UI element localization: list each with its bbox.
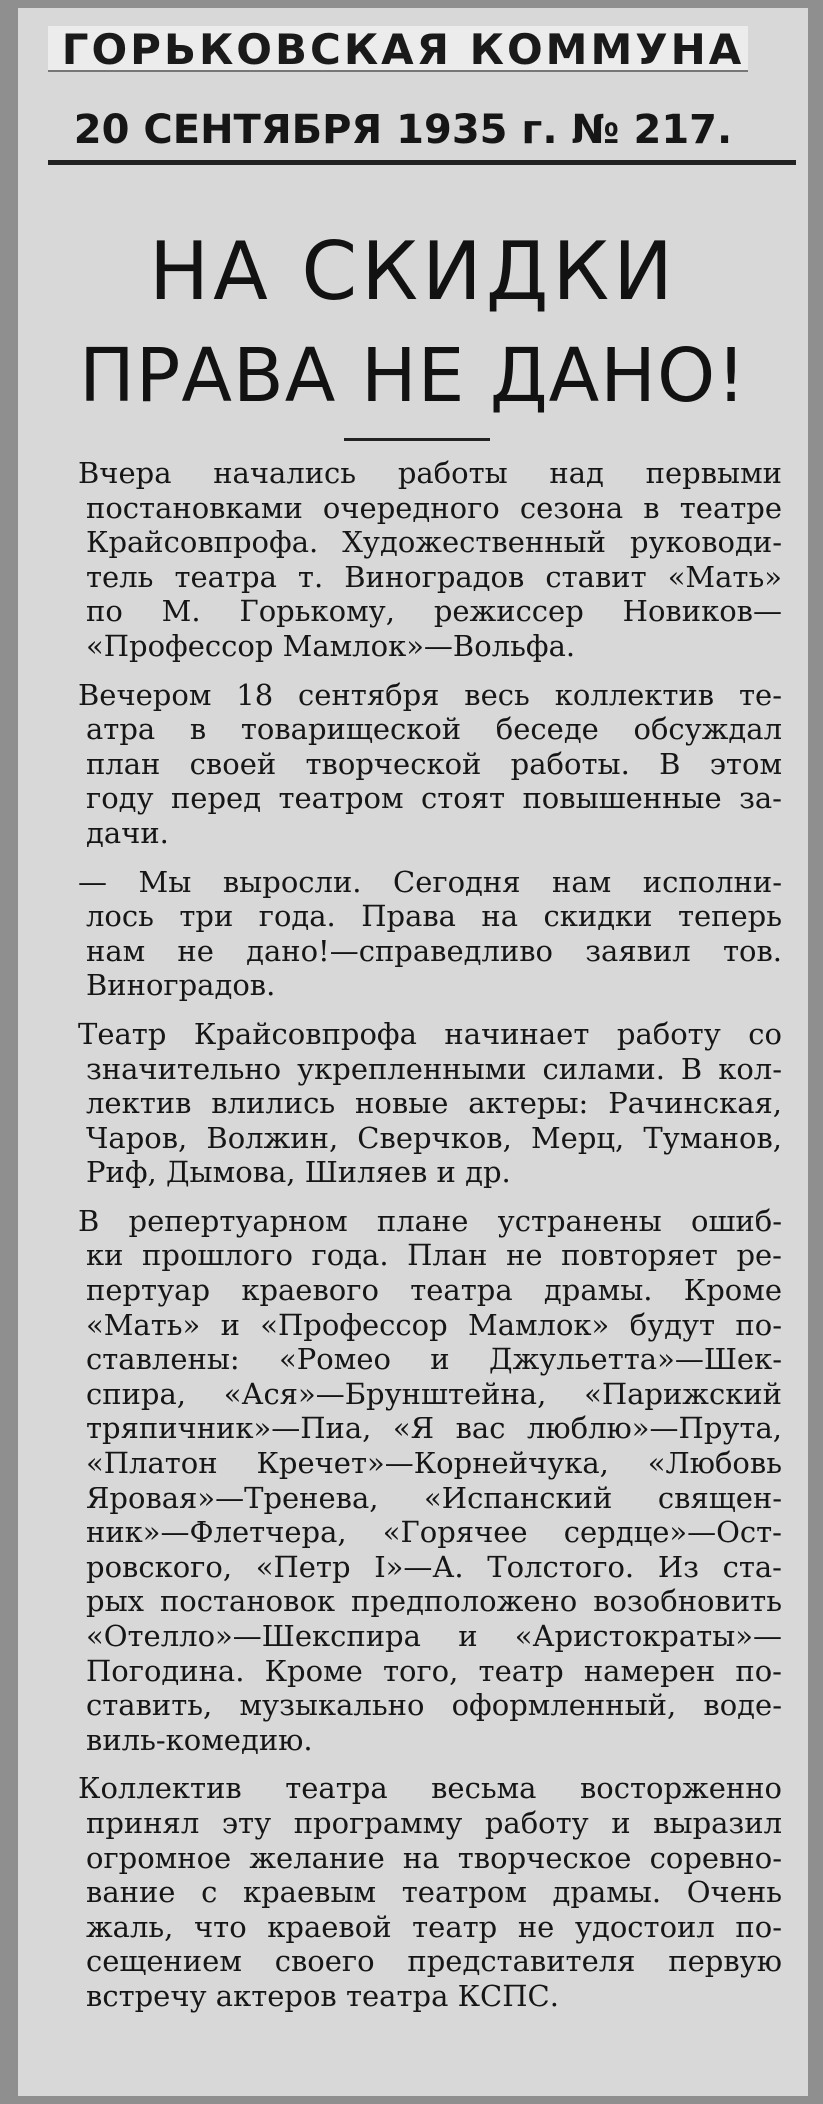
article-paragraph xyxy=(42,456,782,664)
text-line: Риф, Дымова, Шиляев и др. xyxy=(86,1155,511,1190)
text-line: огромное желание на творческое соревно- xyxy=(86,1840,782,1875)
text-line: постановками очередного сезона в театре xyxy=(86,490,782,525)
text-line: спира, «Ася»—Брунштейна, «Парижский xyxy=(86,1376,782,1411)
text-line: Крайсовпрофа. Художественный руководи- xyxy=(86,525,782,560)
text-line: ровского, «Петр I»—А. Толстого. Из ста- xyxy=(86,1549,782,1584)
headline-line-2: ПРАВА НЕ ДАНО! xyxy=(79,333,747,419)
article-body xyxy=(42,456,782,2028)
text-line: атра в товарищеской беседе обсуждал xyxy=(86,712,782,747)
text-line: Яровая»—Тренева, «Испанский священ- xyxy=(86,1480,782,1515)
text-line: вание с краевым театром драмы. Очень xyxy=(86,1875,782,1910)
text-line: «Платон Кречет»—Корнейчука, «Любовь xyxy=(86,1446,782,1481)
text-line: ставлены: «Ромео и Джульетта»—Шек- xyxy=(86,1342,782,1377)
text-line: Вечером 18 сентября весь коллектив те- xyxy=(78,677,782,712)
text-line: дачи. xyxy=(86,815,169,850)
text-line: сещением своего представителя первую xyxy=(86,1944,782,1979)
text-line: тель театра т. Виноградов ставит «Мать» xyxy=(86,559,782,594)
article-paragraph xyxy=(42,1204,782,1758)
text-line: лектив влились новые актеры: Рачинская, xyxy=(86,1086,782,1121)
masthead-rule xyxy=(48,160,796,165)
text-line: жаль, что краевой театр не удостоил по- xyxy=(86,1909,782,1944)
text-line: рых постановок предположено возобновить xyxy=(86,1584,782,1619)
issue-date-number: 20 СЕНТЯБРЯ 1935 г. № 217. xyxy=(73,107,733,153)
newspaper-name: ГОРЬКОВСКАЯ КОММУНА xyxy=(61,25,745,74)
headline-rule xyxy=(344,438,490,441)
text-line: принял эту программу работу и выразил xyxy=(86,1805,782,1840)
article-paragraph xyxy=(42,865,782,1003)
newspaper-clipping xyxy=(18,8,808,2096)
article-paragraph xyxy=(42,1771,782,2013)
text-line: нам не дано!—справедливо заявил тов. xyxy=(86,933,782,968)
article-paragraph xyxy=(42,1017,782,1190)
text-line: Погодина. Кроме того, театр намерен по- xyxy=(86,1653,782,1688)
headline-line-1: НА СКИДКИ xyxy=(149,225,677,318)
text-line: ставить, музыкально оформленный, воде- xyxy=(86,1688,782,1723)
text-line: по М. Горькому, режиссер Новиков— xyxy=(86,594,782,629)
text-line: Чаров, Волжин, Сверчков, Мерц, Туманов, xyxy=(86,1120,782,1155)
text-line: Коллектив театра весьма восторженно xyxy=(78,1771,782,1806)
text-line: году перед театром стоят повышенные за- xyxy=(86,781,782,816)
text-line: встречу актеров театра КСПС. xyxy=(86,1978,559,2013)
text-line: значительно укрепленными силами. В кол- xyxy=(86,1051,782,1086)
text-line: лось три года. Права на скидки теперь xyxy=(86,899,782,934)
text-line: — Мы выросли. Сегодня нам исполни- xyxy=(78,864,782,899)
text-line: В репертуарном плане устранены ошиб- xyxy=(78,1203,782,1238)
text-line: ки прошлого года. План не повторяет ре- xyxy=(86,1238,782,1273)
text-line: виль-комедию. xyxy=(86,1722,313,1757)
text-line: «Профессор Мамлок»—Вольфа. xyxy=(86,628,576,663)
text-line: план своей творческой работы. В этом xyxy=(86,746,782,781)
text-line: Вчера начались работы над первыми xyxy=(78,456,782,490)
text-line: «Отелло»—Шекспира и «Аристократы»— xyxy=(86,1619,782,1653)
text-line: пертуар краевого театра драмы. Кроме xyxy=(86,1273,782,1308)
text-line: «Мать» и «Профессор Мамлок» будут по- xyxy=(86,1307,782,1342)
text-line: Театр Крайсовпрофа начинает работу со xyxy=(78,1016,782,1051)
text-line: ник»—Флетчера, «Горячее сердце»—Ост- xyxy=(86,1515,782,1550)
text-line: Виноградов. xyxy=(86,968,276,1003)
article-paragraph xyxy=(42,678,782,851)
text-line: тряпичник»—Пиа, «Я вас люблю»—Прута, xyxy=(86,1411,782,1446)
